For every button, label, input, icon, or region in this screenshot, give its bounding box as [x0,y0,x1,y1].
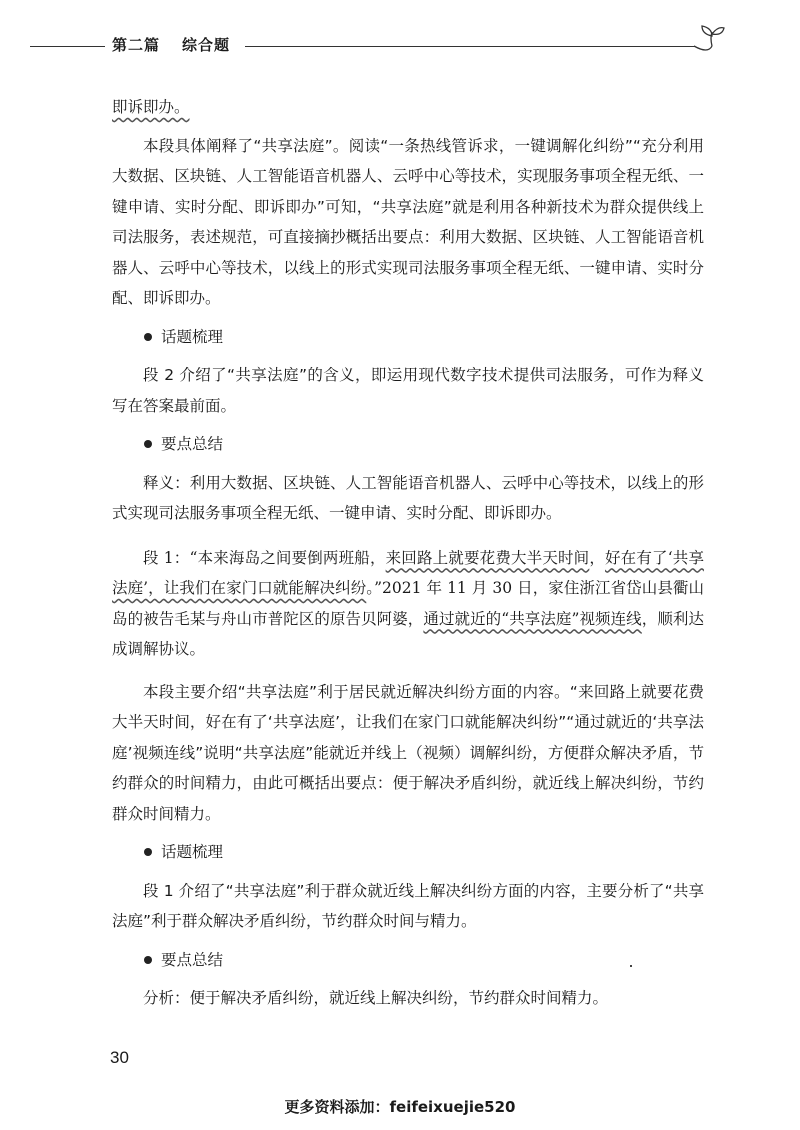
header-rule-right [245,46,695,47]
page-number: 30 [110,1048,129,1067]
bullet-summary-1 [112,429,704,460]
quote-text: ，顺利达成调解协议。 [112,609,704,658]
bullet-topic-1 [112,322,704,353]
bullet-dot-icon [144,956,152,964]
bullet-topic-2 [112,837,704,868]
summary-paragraph-1: 释义：利用大数据、区块链、人工智能语音机器人、云呼中心等技术，以线上的形式实现司法服务事项全程无纸、一键申请、实时分配、即诉即办。 [112,473,704,522]
analysis-paragraph-1: 本段具体阐释了“共享法庭”。阅读“一条热线管诉求，一键调解化纠纷”“充分利用大数据、区块链、人工智能语音机器人、云呼中心等技术，实现服务事项全程无纸、一键申请、实时分配、即诉即办”可知，“共享法庭”就是利用各种新技术为群众提供线上司法服务，表述规范，可直接摘抄概括出要点：利用大数据、区块链、人工智能语音机器人、云呼中心等技术，以线上的形式实现司法服务事项全程无纸、一键申请、实时分配、即诉即办。 [112,136,704,307]
running-header [0,30,800,60]
bullet-label: 话题梳理 [161,843,224,861]
quote-underlined-text: 好在有了‘共享法庭’，让我们在家门口就能解决纠纷 [112,548,704,597]
quote-text: ， [589,548,606,567]
header-section: 综合题 [182,36,231,54]
page-body [112,92,704,1022]
bullet-summary-2 [112,945,704,976]
quote-text: 。”2021 年 11 月 30 日，家住浙江省岱山县衢山岛的被告毛某与舟山市普陀区的原告贝阿婆， [112,579,704,628]
header-title [112,34,230,55]
paragraph-continuation [112,92,704,123]
bullet-label: 要点总结 [161,435,224,453]
quote-underlined-text: 通过就近的“共享法庭”视频连线 [423,609,642,628]
bullet-label: 要点总结 [161,950,224,969]
summary-paragraph-2: 分析：便于解决矛盾纠纷，就近线上解决纠纷，节约群众时间精力。 [143,989,609,1007]
header-rule-left [30,46,105,47]
sprout-icon [690,24,726,56]
continuation-text: 即诉即办。 [112,98,190,116]
header-part: 第二篇 [112,36,161,54]
footer-note: 更多资料添加：feifeixuejie520 [284,1098,516,1116]
bullet-dot-icon [144,440,152,448]
quoted-passage [112,543,704,665]
topic-paragraph-2: 段 1 介绍了“共享法庭”利于群众就近线上解决纠纷方面的内容，主要分析了“共享法庭”利于群众解决矛盾纠纷，节约群众时间与精力。 [112,881,704,930]
scan-speck [630,965,632,967]
bullet-dot-icon [144,333,152,341]
bullet-dot-icon [144,848,152,856]
bullet-label: 话题梳理 [161,327,224,346]
quote-underlined-text: 来回路上就要花费大半天时间 [385,548,590,567]
topic-paragraph-1: 段 2 介绍了“共享法庭”的含义，即运用现代数字技术提供司法服务，可作为释义写在答案最前面。 [112,366,704,415]
analysis-paragraph-2: 本段主要介绍“共享法庭”利于居民就近解决纠纷方面的内容。“来回路上就要花费大半天时间，好在有了‘共享法庭’，让我们在家门口就能解决纠纷”“通过就近的‘共享法庭’视频连线”说明“共享法庭”能就近并线上（视频）调解纠纷，方便群众解决矛盾，节约群众的时间精力，由此可概括出要点：便于解决矛盾纠纷，就近线上解决纠纷，节约群众时间精力。 [112,682,704,823]
quote-text: 段 1：“本来海岛之间要倒两班船， [143,548,386,567]
